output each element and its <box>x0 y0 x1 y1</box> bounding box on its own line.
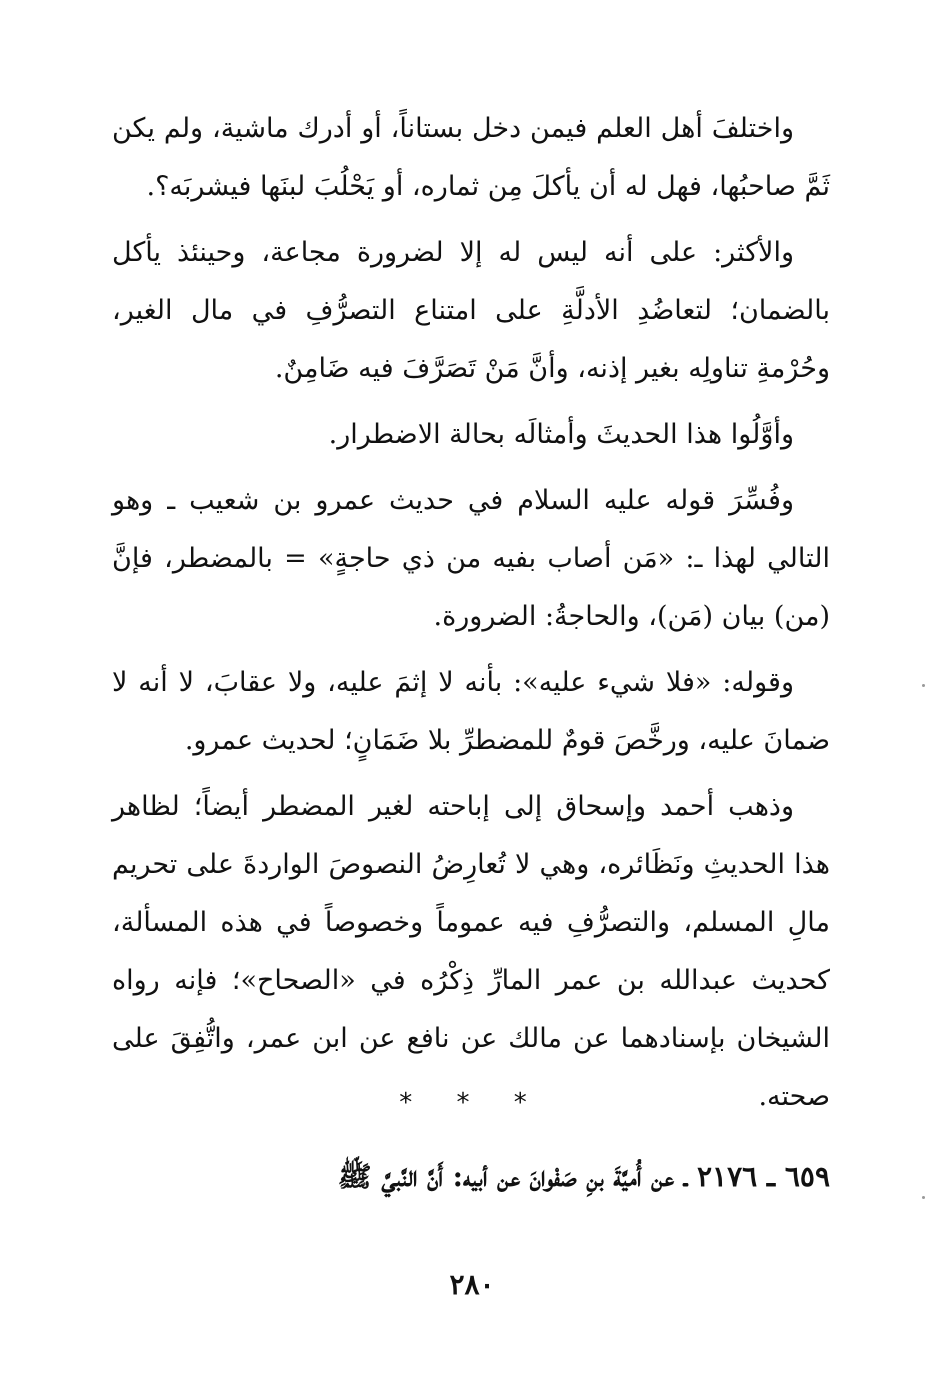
main-text <box>112 100 830 1134</box>
paragraph-2: والأكثر: على أنه ليس له إلا لضرورة مجاعة، وحينئذ يأكل بالضمان؛ لتعاضُدِ الأدلَّةِ على امتناع التصرُّفِ في مال الغير، وحُرْمةِ تناولِه بغير إذنه، وأنَّ مَنْ تَصَرَّفَ فيه ضَامِنٌ. <box>112 237 830 384</box>
paragraph-3: وأوَّلُوا هذا الحديثَ وأمثالَه بحالة الاضطرار. <box>328 419 794 450</box>
paragraph-5: وقوله: «فلا شيء عليه»: بأنه لا إثمَ عليه، ولا عقابَ، لا أنه لا ضمانَ عليه، ورخَّصَ قومٌ للمضطرِّ بلا ضَمَانٍ؛ لحديث عمرو. <box>112 667 830 756</box>
section-separator: * * * <box>399 1088 545 1118</box>
paragraph-6: وذهب أحمد وإسحاق إلى إباحته لغير المضطر أيضاً؛ لظاهر هذا الحديثِ ونَظَائره، وهي لا تُعارِضُ النصوصَ الواردةَ على تحريم مالِ المسلم، والتصرُّفِ فيه عموماً وخصوصاً في هذه المسألة، كحديث عبدالله بن عمر المارِّ ذِكْرُه في «الصحاح»؛ فإنه رواه الشيخان بإسنادهما عن مالك عن نافع عن ابن عمر، واتُّفِقَ على صحته. <box>112 791 830 1112</box>
page-number: ٢٨٠ <box>449 1268 495 1301</box>
paragraph-4: وفُسِّرَ قوله عليه السلام في حديث عمرو بن شعيب ـ وهو التالي لهذا ـ: «مَن أصاب بفيه من ذي حاجةٍ» = بالمضطر، فإنَّ (من) بيان (مَن)، والحاجةُ: الضرورة. <box>112 485 830 632</box>
scan-speck <box>922 684 925 687</box>
scan-speck <box>922 1196 925 1199</box>
hadith-heading: ٦٥٩ ـ ٢١٧٦ ـ عن أُميَّةَ بنِ صَفْوانَ عن أبيه: أَنَّ النَّبيَّ ﷺ <box>337 1160 830 1193</box>
paragraph-1: واختلفَ أهل العلم فيمن دخل بستاناً، أو أدرك ماشية، ولم يكن ثَمَّ صاحبُها، فهل له أن يأكلَ مِن ثماره، أو يَحْلُبَ لبنَها فيشربَه؟. <box>112 113 830 202</box>
